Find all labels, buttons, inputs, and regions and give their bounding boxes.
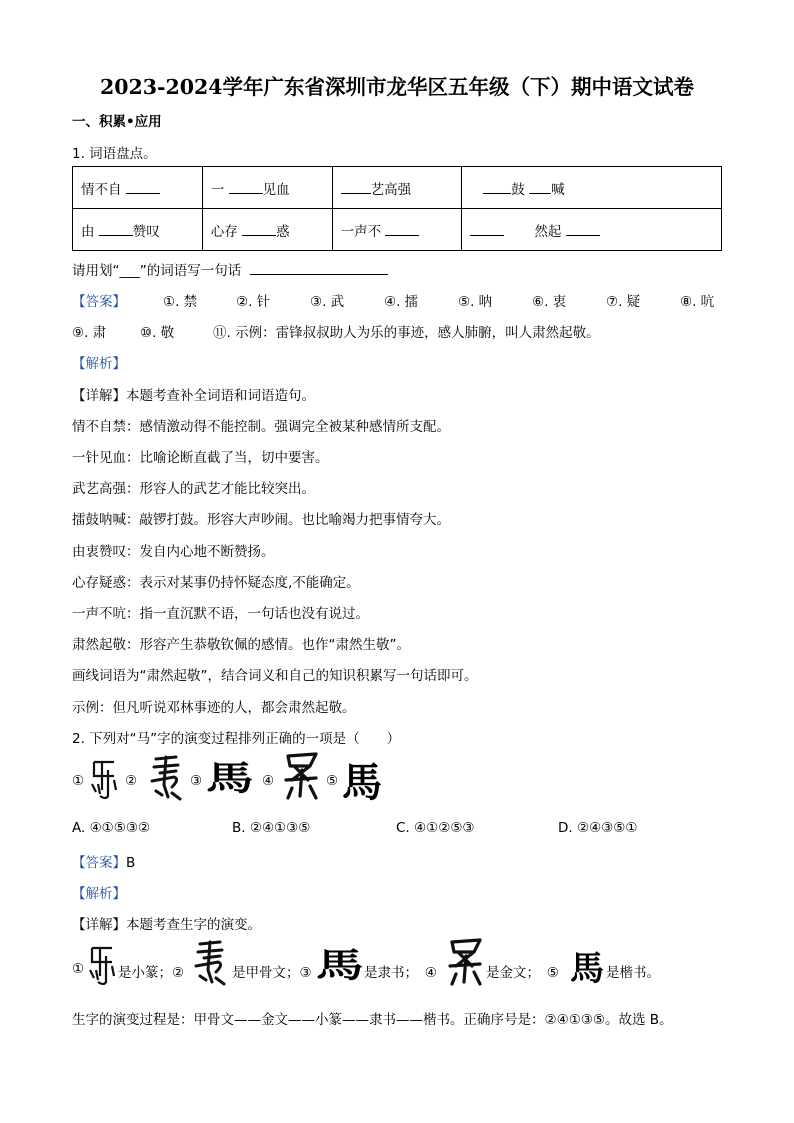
question-1-stem: 1. 词语盘点。	[72, 146, 157, 162]
section-heading: 一、积累•应用	[72, 114, 162, 130]
table-cell: 情不自	[73, 167, 203, 209]
explain-line: 由衷赞叹：发自内心地不断赞扬。	[72, 544, 275, 560]
page-title: 2023-2024学年广东省深圳市龙华区五年级（下）期中语文试卷	[99, 75, 695, 99]
table-cell: 一 见血	[202, 167, 332, 209]
explain-line: 一针见血：比喻论断直截了当，切中要害。	[72, 450, 329, 466]
sentence-prompt: 请用划“___”的词语写一句话	[72, 259, 388, 279]
vocabulary-table	[72, 166, 722, 251]
analysis-label: 【解析】	[72, 356, 126, 372]
answer-item: ①. 禁	[163, 294, 198, 310]
regular-script-horse-icon	[570, 948, 606, 986]
table-cell: 艺高强	[332, 167, 462, 209]
seal-script-horse-icon	[86, 942, 120, 986]
answer-item: ②. 针	[236, 294, 271, 310]
answer-row	[72, 851, 135, 871]
svg-text:馬: 馬	[316, 948, 364, 986]
table-cell: 一声不	[332, 209, 462, 251]
conclusion-line: 生字的演变过程是：甲骨文——金文——小篆——隶书——楷书。正确序号是：②④①③⑤。故选 B。	[72, 1012, 673, 1028]
explain-line: 一声不吭：指一直沉默不语，一句话也没有说过。	[72, 606, 369, 622]
table-cell: 鼓 喊	[462, 167, 722, 209]
answer-item: ⑩. 敬	[140, 325, 175, 341]
glyph-text: 是楷书。	[606, 965, 660, 981]
figure-label: ①	[72, 773, 85, 789]
clerical-script-horse-icon	[206, 761, 256, 799]
answer-item: ⑥. 衷	[532, 294, 567, 310]
question-2-stem: 2. 下列对“马”字的演变过程排列正确的一项是（ ）	[72, 731, 401, 747]
glyph-text: 是甲骨文；③	[232, 965, 312, 981]
option-c: C. ④①②⑤③	[396, 820, 475, 836]
analysis-label: 【解析】	[72, 886, 126, 902]
explain-line: 【详解】本题考查补全词语和词语造句。	[72, 388, 315, 404]
figure-label: ④	[262, 773, 275, 789]
clerical-script-horse-icon	[316, 948, 366, 986]
detail-line: 【详解】本题考查生字的演变。	[72, 917, 261, 933]
svg-text:馬: 馬	[570, 949, 604, 986]
explain-line: 擂鼓呐喊：敲锣打鼓。形容大声吵闹。也比喻竭力把事情夸大。	[72, 512, 450, 528]
bronze-script-horse-icon	[280, 750, 324, 802]
answer-item: ⑧. 吭	[680, 294, 715, 310]
table-cell: 然起	[462, 209, 722, 251]
explain-line: 武艺高强：形容人的武艺才能比较突出。	[72, 481, 315, 497]
svg-text:馬: 馬	[342, 760, 382, 804]
figure-label: ⑤	[326, 773, 339, 789]
regular-script-horse-icon	[342, 760, 384, 804]
option-d: D. ②④③⑤①	[558, 820, 638, 836]
answer-value: B	[126, 855, 136, 871]
bronze-script-horse-icon	[444, 936, 488, 988]
answer-item: ⑤. 呐	[458, 294, 493, 310]
glyph-text: 是隶书； ④	[364, 965, 437, 981]
glyph-text: 是小篆；②	[118, 965, 185, 981]
explain-line: 情不自禁：感情激动得不能控制。强调完全被某种感情所支配。	[72, 419, 450, 435]
answer-item: ③. 武	[310, 294, 345, 310]
explain-line: 画线词语为“肃然起敬”，结合词义和自己的知识积累写一句话即可。	[72, 668, 478, 684]
explain-line: 心存疑惑：表示对某事仍持怀疑态度,不能确定。	[72, 575, 360, 591]
oracle-bone-horse-icon	[146, 755, 188, 803]
figure-label: ②	[125, 773, 138, 789]
answer-label: 【答案】	[72, 855, 126, 871]
explain-line: 示例：但凡听说邓林事迹的人，都会肃然起敬。	[72, 700, 356, 716]
table-cell: 心存 惑	[202, 209, 332, 251]
oracle-bone-horse-icon	[190, 940, 232, 988]
answer-item: ④. 擂	[384, 294, 419, 310]
table-cell: 由 赞叹	[73, 209, 203, 251]
seal-script-horse-icon	[88, 756, 122, 800]
figure-label: ③	[190, 773, 203, 789]
option-a: A. ④①⑤③②	[72, 820, 151, 836]
answer-item: ⑨. 肃	[72, 325, 107, 341]
option-b: B. ②④①③⑤	[232, 820, 311, 836]
answer-label: 【答案】	[72, 294, 126, 310]
answer-item: ⑦. 疑	[606, 294, 641, 310]
explain-line: 肃然起敬：形容产生恭敬钦佩的感情。也作“肃然生敬”。	[72, 637, 410, 653]
glyph-text: 是金文； ⑤	[486, 965, 559, 981]
svg-text:馬: 馬	[206, 761, 254, 799]
answer-item: ⑪. 示例：雷锋叔叔助人为乐的事迹，感人肺腑，叫人肃然起敬。	[213, 325, 600, 341]
glyph-label: ①	[72, 961, 85, 977]
